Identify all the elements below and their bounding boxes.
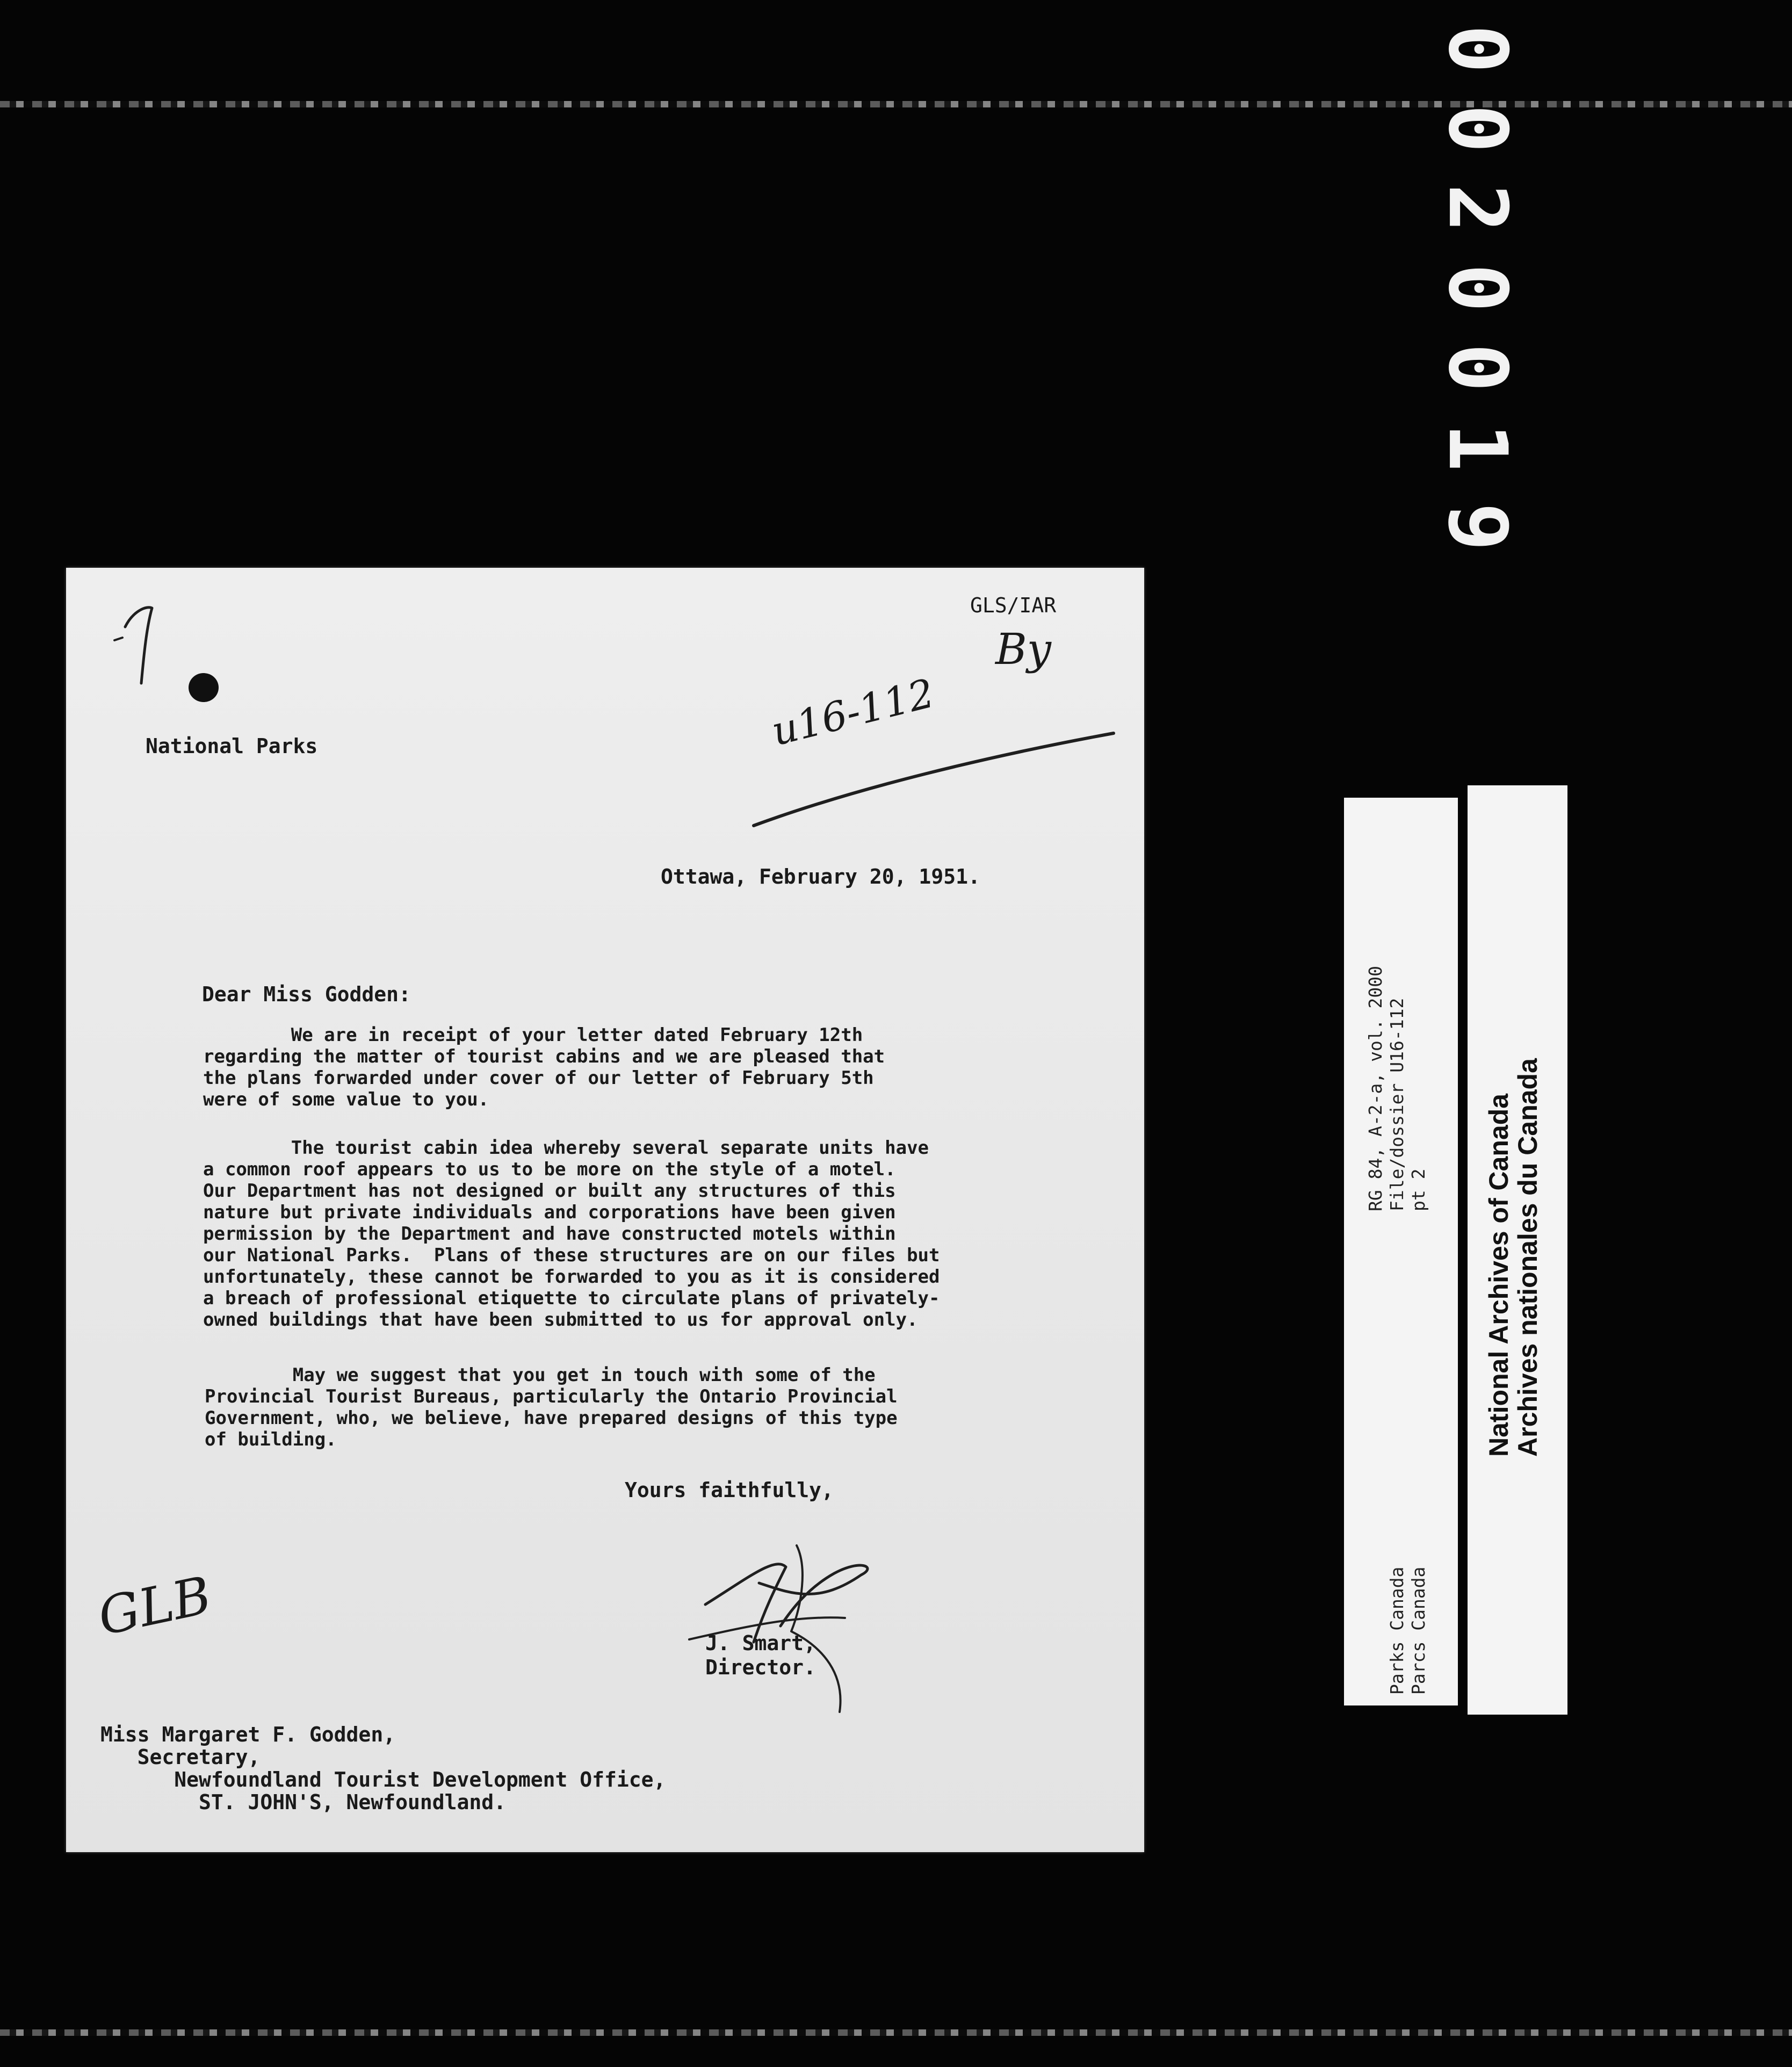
handwritten-underline bbox=[748, 729, 1124, 836]
letterhead: National Parks bbox=[146, 734, 318, 758]
handwritten-initials-top: By bbox=[995, 624, 1051, 674]
recipient-line-1: Miss Margaret F. Godden, bbox=[100, 1723, 396, 1746]
archive-reference-line-3: pt 2 bbox=[1408, 1168, 1429, 1211]
archive-reference-line-1: RG 84, A-2-a, vol. 2000 bbox=[1365, 966, 1386, 1211]
reference-code: GLS/IAR bbox=[970, 594, 1057, 617]
frame-number bbox=[1430, 21, 1524, 586]
archive-creator-line-2: Parcs Canada bbox=[1408, 1566, 1429, 1695]
handwritten-initials-left: GLB bbox=[93, 1565, 216, 1647]
archive-creator-line-1: Parks Canada bbox=[1386, 1566, 1407, 1695]
archive-institution-line-1: National Archives of Canada bbox=[1484, 1093, 1514, 1457]
place-date: Ottawa, February 20, 1951. bbox=[661, 865, 980, 888]
frame-number-text: 0020019 bbox=[1430, 24, 1524, 583]
recipient-line-4: ST. JOHN'S, Newfoundland. bbox=[100, 1790, 506, 1814]
archive-reference-line-2: File/dossier U16-112 bbox=[1386, 998, 1407, 1211]
signer-name: J. Smart, bbox=[705, 1631, 816, 1655]
archive-label-reference bbox=[1344, 798, 1458, 1705]
paragraph-1: We are in receipt of your letter dated February 12th regarding the matter of tourist cabins and we are pleased that the plans forwarded under cover of our letter of February 5th were of some value to you. bbox=[203, 1024, 885, 1110]
recipient-line-2: Secretary, bbox=[100, 1745, 261, 1769]
signature bbox=[684, 1524, 942, 1717]
paragraph-2: The tourist cabin idea whereby several separate units have a common roof appears to us to be more on the style of a motel. Our Department has not designed or built any structures of this nature but private individuals and corporations have been given permission by the Department and have constructed motels within our National Parks. Plans of these structures are on our files but unfortunately, these cannot be forwarded to you as it is considered a breach of professional etiquette to circulate plans of privately- owned buildings that have been submitted to us for approval only. bbox=[203, 1137, 940, 1331]
recipient-line-3: Newfoundland Tourist Development Office, bbox=[100, 1768, 666, 1791]
film-edge-bottom bbox=[0, 2029, 1792, 2036]
paragraph-3: May we suggest that you get in touch with some of the Provincial Tourist Bureaus, particularly the Ontario Provincial Government, who, we believe, have prepared designs of this type of building. bbox=[205, 1364, 898, 1450]
archive-institution-line-2: Archives nationales du Canada bbox=[1513, 1058, 1543, 1457]
letter-page bbox=[66, 568, 1144, 1852]
handwritten-file-number: u16-112 bbox=[767, 670, 939, 755]
handwritten-mark-top-left bbox=[109, 589, 190, 691]
salutation: Dear Miss Godden: bbox=[202, 982, 411, 1006]
closing: Yours faithfully, bbox=[625, 1478, 834, 1502]
signer-title: Director. bbox=[705, 1656, 816, 1679]
ink-blot bbox=[189, 673, 219, 702]
archive-label-institution bbox=[1468, 785, 1567, 1715]
